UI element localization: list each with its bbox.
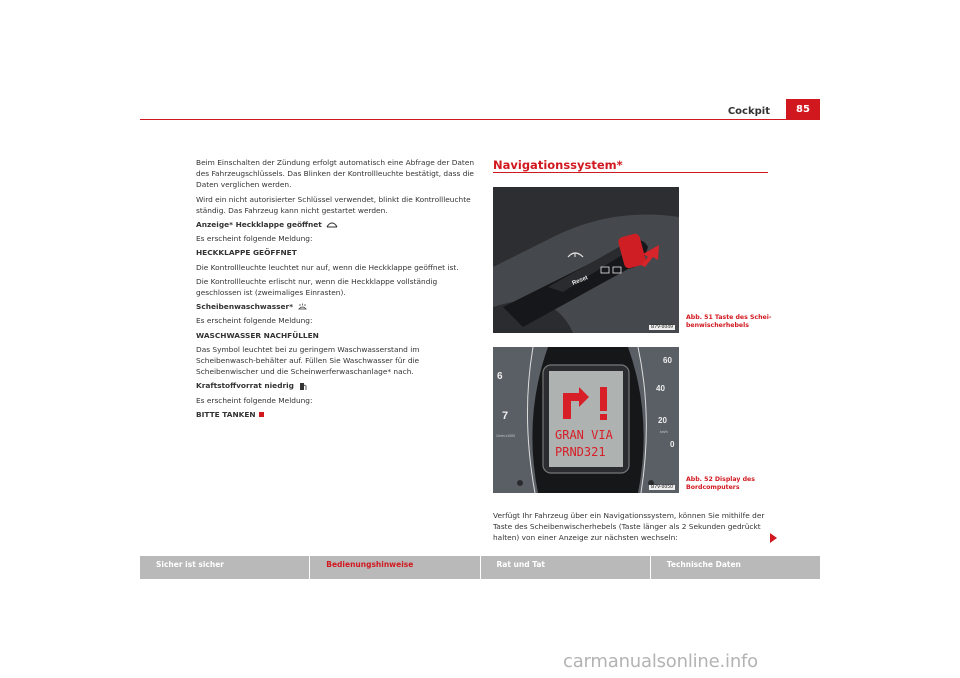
figure-wiper-lever — [493, 187, 679, 333]
footer-tab-advice[interactable]: Rat und Tat — [481, 556, 650, 579]
figure-trip-computer — [493, 347, 679, 493]
watermark: carmanualsonline.info — [563, 651, 758, 672]
page-number: 85 — [786, 99, 820, 119]
reset-label: Reset — [571, 275, 589, 287]
message-tailgate: HECKKLAPPE GEÖFFNET — [196, 248, 297, 258]
footer-tab-safety[interactable]: Sicher ist sicher — [140, 556, 309, 579]
speed-60: 60 — [663, 356, 672, 365]
speed-unit: km/h — [660, 430, 668, 434]
tacho-unit: 1/min x1000 — [496, 434, 516, 438]
paragraph: Es erscheint folgende Meldung: — [196, 316, 313, 326]
section-divider — [493, 172, 768, 173]
fuel-pump-icon — [299, 382, 307, 391]
subheading-washer: Scheibenwaschwasser* — [196, 301, 476, 312]
chapter-title: Cockpit — [727, 106, 770, 117]
message-washer: WASCHWASSER NACHFÜLLEN — [196, 330, 319, 340]
figure-caption: Abb. 52 Display des Bordcomputers — [686, 476, 755, 491]
figure-caption: Abb. 51 Taste des Schei-benwischerhebels — [686, 314, 772, 329]
wiper-lever-illustration — [493, 187, 679, 333]
display-street-name: GRAN VIA — [555, 428, 613, 442]
footer-tab-operating[interactable]: Bedienungshinweise — [310, 556, 479, 579]
speed-0: 0 — [670, 440, 675, 449]
paragraph: Beim Einschalten der Zündung erfolgt automatisch eine Abfrage der Daten des Fahrzeugschlüssels. Das Blinken der Kontrollleuchte bestätigt, dass die Daten verglichen werden. — [196, 158, 475, 190]
speed-20: 20 — [658, 416, 667, 425]
header-divider — [140, 119, 820, 120]
left-column — [196, 157, 476, 423]
paragraph: Es erscheint folgende Meldung: — [196, 395, 313, 405]
footer-tab-technical[interactable]: Technische Daten — [651, 556, 820, 579]
continue-arrow-icon — [770, 533, 777, 543]
paragraph: Es erscheint folgende Meldung: — [196, 234, 313, 244]
figure-code: B7V-0050 — [651, 485, 673, 490]
footer-nav — [140, 556, 820, 579]
message-fuel: BITTE TANKEN — [196, 409, 476, 420]
end-of-section-icon — [259, 412, 264, 417]
section-title: Navigationssystem* — [493, 158, 623, 172]
paragraph: Die Kontrollleuchte erlischt nur, wenn die Heckklappe vollständig geschlossen ist (zweimaliges Einrasten). — [196, 276, 438, 298]
paragraph: Das Symbol leuchtet bei zu geringem Waschwasserstand im Scheibenwasch-behälter auf. Füllen Sie Waschwasser für die Scheibenwischer und die Scheinwerferwaschanlage* nach. — [196, 344, 420, 377]
tacho-7: 7 — [502, 410, 509, 422]
navigation-paragraph: Verfügt Ihr Fahrzeug über ein Navigationssystem, können Sie mithilfe der Taste des Scheibenwischerhebels (Taste länger als 2 Sekunden gedrückt halten) von einer Anzeige zur nächsten wechseln: — [493, 511, 765, 542]
dashboard-display-illustration — [493, 347, 679, 493]
figure-code: B7V-0049 — [651, 325, 673, 330]
subheading-tailgate: Anzeige* Heckklappe geöffnet — [196, 219, 476, 230]
speed-40: 40 — [656, 384, 665, 393]
tacho-6: 6 — [497, 371, 503, 382]
paragraph: Die Kontrollleuchte leuchtet nur auf, wenn die Heckklappe geöffnet ist. — [196, 262, 459, 272]
display-gear-indicator: PRND321 — [555, 445, 606, 459]
paragraph: Wird ein nicht autorisierter Schlüssel verwendet, blinkt die Kontrollleuchte ständig. Das Fahrzeug kann nicht gestartet werden. — [196, 194, 471, 215]
subheading-fuel: Kraftstoffvorrat niedrig — [196, 380, 476, 391]
tailgate-icon — [326, 222, 338, 229]
washer-fluid-icon — [298, 303, 307, 312]
